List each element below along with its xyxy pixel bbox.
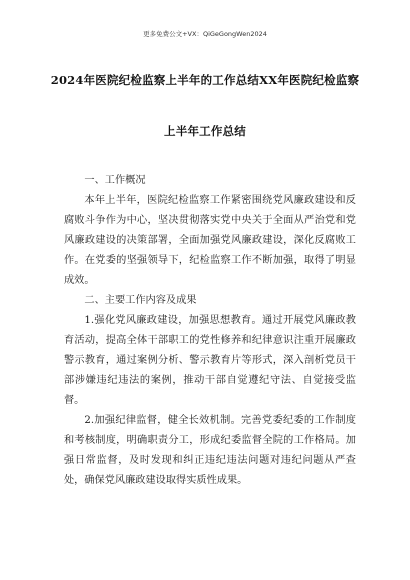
document-title-line-2: 上半年工作总结 [164,124,246,138]
section-heading-main-work: 二、主要工作内容及成果 [84,295,197,306]
paragraph-item-1: 1.强化党风廉政建设，加强思想教育。通过开展党风廉政教育活动，提高全体干部职工的党性修养和纪律意识注重开展廉政警示教育，通过案例分析、警示教育片等形式，深入剖析党员干部涉嫌违纪违法的案例，推动干部自觉遵纪守法、自觉接受监督。 [64,315,356,406]
document-title-line-1: 2024年医院纪检监察上半年的工作总结XX年医院纪检监察 [50,73,360,87]
document-body [64,171,356,491]
paragraph-item-2: 2.加强纪律监督，健全长效机制。完善党委纪委的工作制度和考核制度，明确职责分工，形成纪委监督全院的工作格局。加强日常监督，及时发现和纠正违纪违法问题对违纪问题从严查处，确保党风廉政建设取得实质性成果。 [64,415,356,486]
paragraph-overview: 本年上半年，医院纪检监察工作紧密围绕党风廉政建设和反腐败斗争作为中心，坚决贯彻落实党中央关于全面从严治党和党风廉政建设的决策部署，全面加强党风廉政建设，深化反腐败工作。在党委的坚强领导下，纪检监察工作不断加强，取得了明显成效。 [64,195,356,286]
section-heading-overview: 一、工作概况 [84,175,146,186]
header-note: 更多免费公文+VX：QiGeGongWen2024 [143,30,267,38]
